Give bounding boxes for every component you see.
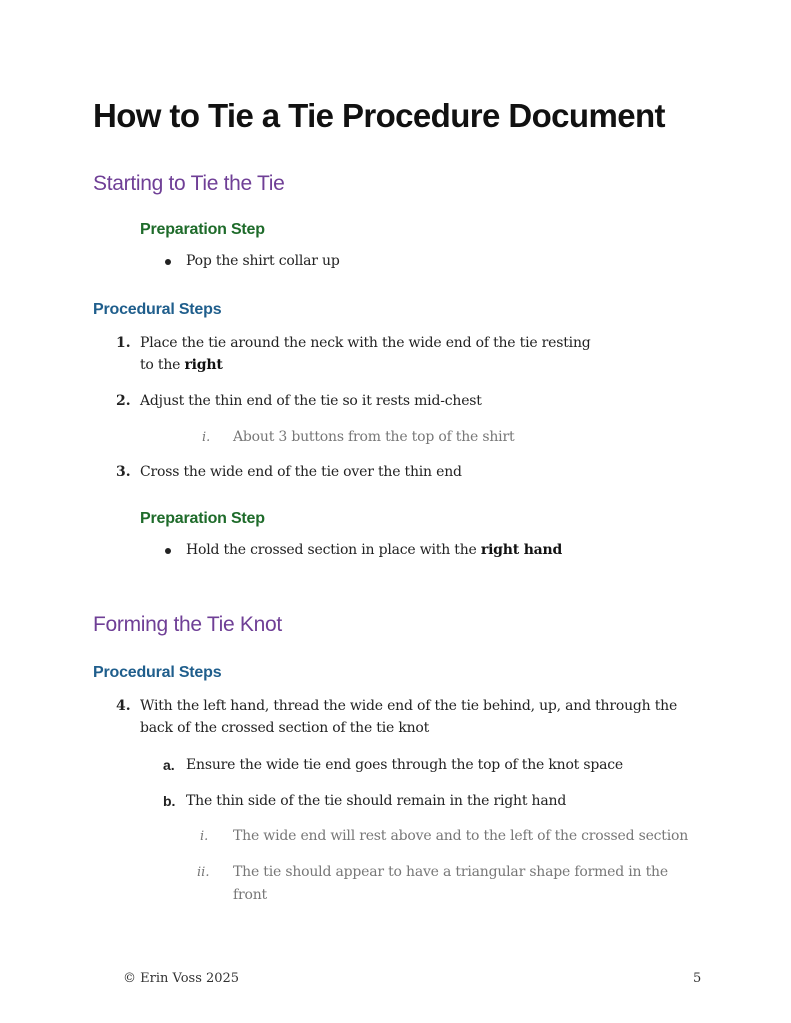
bullet-icon (165, 259, 171, 265)
step-text-continued (140, 357, 223, 373)
sub-step-text: Ensure the wide tie end goes through the top of the knot space (186, 757, 623, 773)
page-number: 5 (693, 971, 702, 986)
section-heading-forming: Forming the Tie Knot (93, 613, 282, 636)
sub-step-marker: a. (163, 757, 175, 773)
bullet-text-plain: Hold the crossed section in place with the (186, 542, 481, 558)
sub-item-text: About 3 buttons from the top of the shirt (233, 429, 515, 445)
procedural-steps-heading: Procedural Steps (93, 301, 222, 318)
step-number: 3. (116, 464, 131, 480)
step-text-bold: right (184, 357, 223, 373)
sub-item-marker: i. (202, 430, 211, 445)
step-text: Adjust the thin end of the tie so it rests mid-chest (140, 393, 482, 409)
sub-item-marker: ii. (197, 865, 210, 880)
step-text: Cross the wide end of the tie over the thin end (140, 464, 462, 480)
step-text: With the left hand, thread the wide end of the tie behind, up, and through the (140, 698, 678, 714)
preparation-step-heading: Preparation Step (140, 510, 265, 527)
bullet-item (186, 542, 562, 558)
step-number: 4. (116, 698, 131, 714)
sub-item-text-continued: front (233, 887, 267, 903)
sub-step-marker: b. (163, 793, 176, 809)
step-text-continued: back of the crossed section of the tie knot (140, 720, 430, 736)
sub-item-marker: i. (200, 829, 209, 844)
step-number: 1. (116, 335, 131, 351)
step-text: Place the tie around the neck with the wide end of the tie resting (140, 335, 591, 351)
sub-step-text: The thin side of the tie should remain in the right hand (186, 793, 567, 809)
sub-item-text: The tie should appear to have a triangular shape formed in the (233, 864, 668, 880)
procedural-steps-heading: Procedural Steps (93, 664, 222, 681)
section-heading-starting: Starting to Tie the Tie (93, 172, 285, 195)
preparation-step-heading: Preparation Step (140, 221, 265, 238)
document-title: How to Tie a Tie Procedure Document (93, 97, 665, 134)
step-number: 2. (116, 393, 131, 409)
bullet-item: Pop the shirt collar up (186, 253, 340, 269)
step-text-plain: to the (140, 357, 185, 373)
bullet-icon (165, 548, 171, 554)
footer-copyright: © Erin Voss 2025 (123, 971, 240, 986)
sub-item-text: The wide end will rest above and to the left of the crossed section (233, 828, 689, 844)
bullet-text-bold: right hand (480, 542, 563, 558)
